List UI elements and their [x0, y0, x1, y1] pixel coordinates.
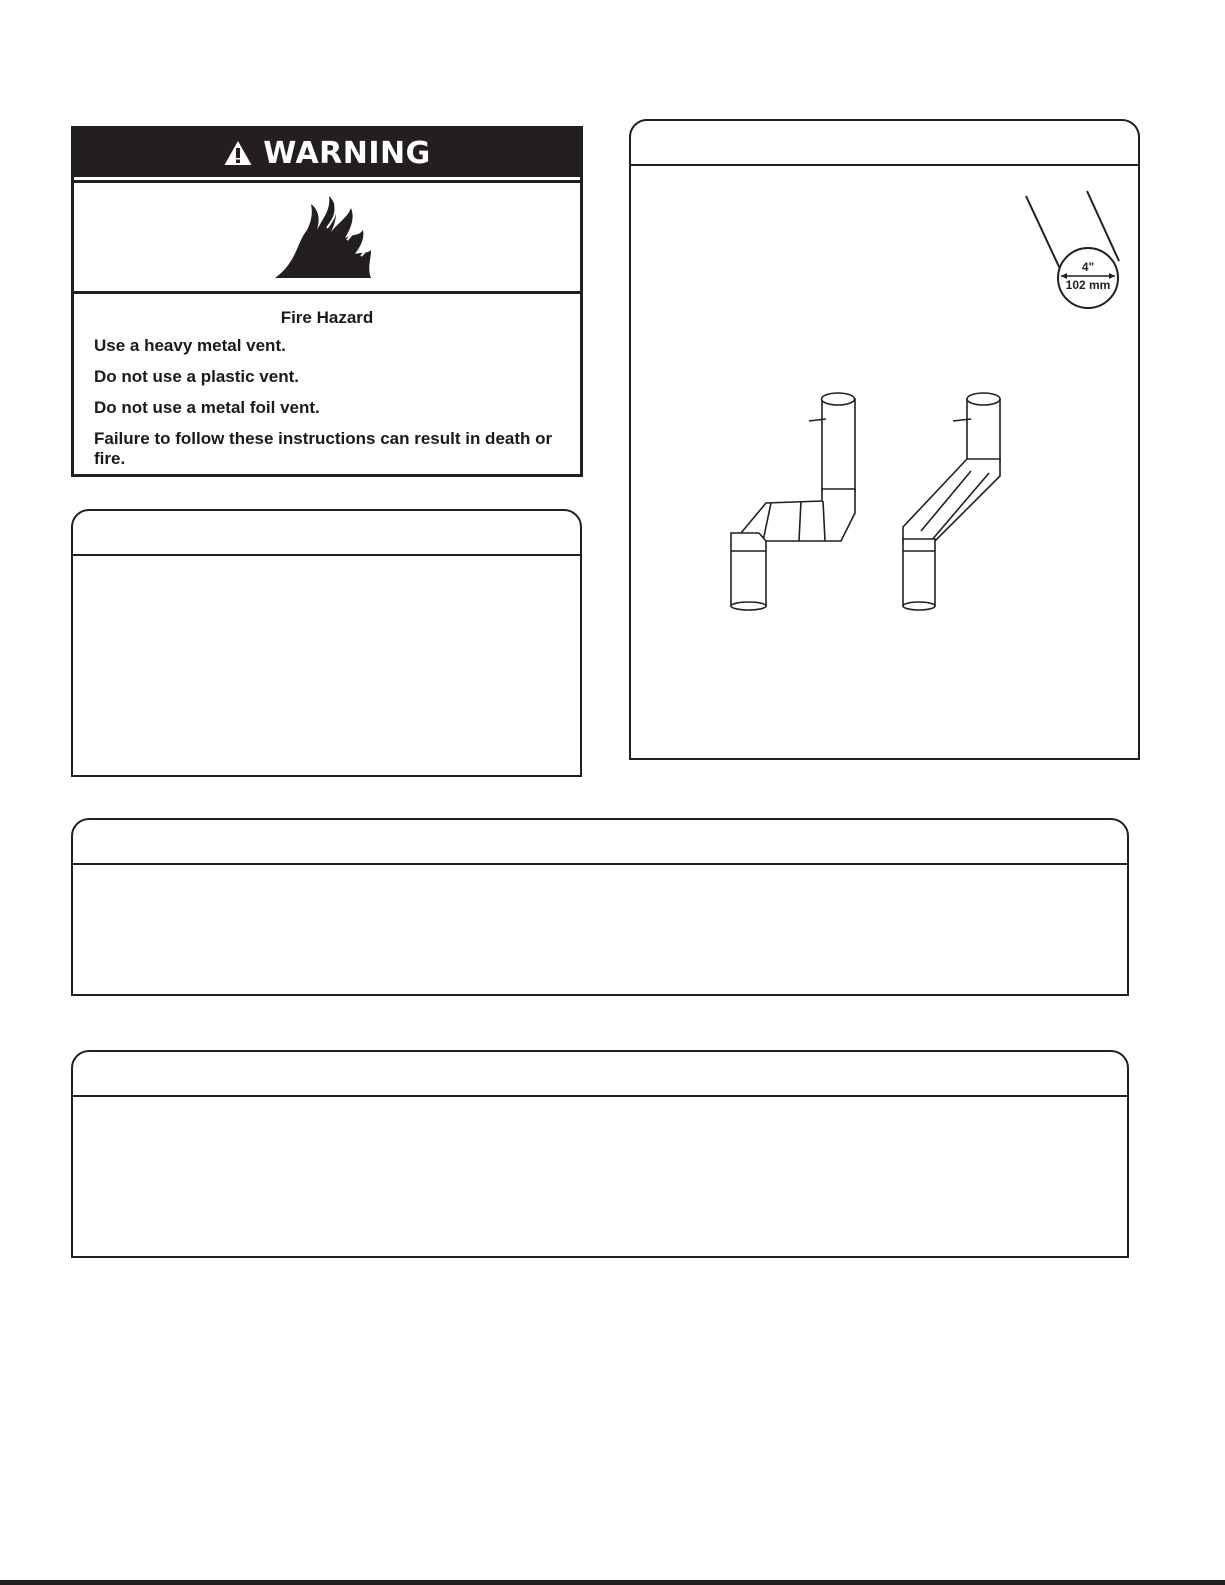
panel-divider — [73, 1095, 1127, 1097]
hazard-line-3: Do not use a metal foil vent. — [94, 398, 320, 417]
warning-title: WARNING — [263, 135, 431, 171]
panel-divider — [73, 863, 1127, 865]
panel-divider — [73, 554, 580, 556]
panel-left-middle — [71, 509, 582, 777]
hazard-line-2: Do not use a plastic vent. — [94, 367, 299, 386]
panel-vent-diagram — [629, 119, 1140, 760]
panel-wide-1 — [71, 818, 1129, 996]
flame-icon — [267, 192, 387, 282]
hazard-body — [74, 294, 580, 469]
page-bottom-rule — [0, 1580, 1225, 1585]
warning-triangle-icon — [223, 139, 253, 167]
hazard-line-4: Failure to follow these instructions can result in death or fire. — [94, 429, 553, 468]
hazard-title: Fire Hazard — [280, 308, 374, 327]
dimension-imperial: 4" — [1081, 260, 1095, 274]
dimension-metric: 102 mm — [1065, 278, 1111, 292]
hazard-line-1: Use a heavy metal vent. — [94, 336, 286, 355]
flame-pictogram-area — [74, 180, 580, 294]
vent-45-illustration — [903, 393, 1000, 610]
warning-header — [74, 129, 580, 180]
warning-box — [71, 126, 583, 477]
panel-wide-2 — [71, 1050, 1129, 1258]
vent-diagram — [631, 121, 1142, 762]
vent-elbow-illustration — [731, 393, 855, 610]
